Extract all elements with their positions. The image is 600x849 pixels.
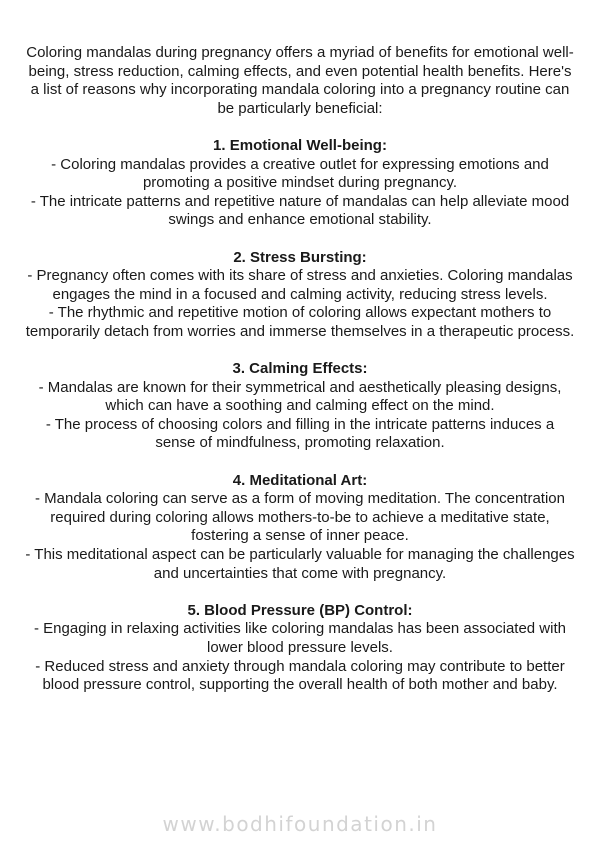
section-point: - Mandalas are known for their symmetrical and aesthetically pleasing designs, which can have a soothing and calming effect on the mind. [38,378,562,415]
section-title: 2. Stress Bursting: [233,248,367,266]
section-meditational-art [24,472,576,584]
section-point: - This meditational aspect can be particularly valuable for managing the challenges and uncertainties that come with pregnancy. [25,546,575,582]
footer-website-url: www.bodhifoundation.in [162,812,438,836]
section-blood-pressure-control [24,602,576,695]
section-point: - The intricate patterns and repetitive nature of mandalas can help alleviate mood swings and enhance emotional stability. [30,192,570,229]
section-point: - The rhythmic and repetitive motion of coloring allows expectant mothers to temporarily detach from worries and immerse themselves in a therapeutic process. [25,304,575,340]
section-point: - Coloring mandalas provides a creative outlet for expressing emotions and promoting a positive mindset during pregnancy. [51,155,549,192]
section-point: - Reduced stress and anxiety through mandala coloring may contribute to better blood pressure control, supporting the overall health of both mother and baby. [35,657,565,694]
section-point: - Engaging in relaxing activities like coloring mandalas has been associated with lower blood pressure levels. [34,620,566,656]
section-calming-effects [24,360,576,453]
section-point: - Mandala coloring can serve as a form of moving meditation. The concentration required during coloring allows mothers-to-be to achieve a meditative state, fostering a sense of inner peace. [35,490,565,545]
section-emotional-well-being [24,137,576,230]
section-point: - Pregnancy often comes with its share of stress and anxieties. Coloring mandalas engages the mind in a focused and calming activity, reducing stress levels. [27,267,573,303]
intro-paragraph: Coloring mandalas during pregnancy offers a myriad of benefits for emotional well-being, stress reduction, calming effects, and even potential health benefits. Here's a list of reasons why incorporating mandala coloring into a pregnancy routine can be particularly beneficial: [26,44,574,117]
section-title: 3. Calming Effects: [232,360,368,378]
section-title: 1. Emotional Well-being: [213,136,387,154]
section-title: 5. Blood Pressure (BP) Control: [187,601,413,619]
section-stress-bursting [24,249,576,342]
document-body [24,44,576,695]
section-title: 4. Meditational Art: [232,471,368,489]
section-point: - The process of choosing colors and filling in the intricate patterns induces a sense of mindfulness, promoting relaxation. [45,415,555,452]
